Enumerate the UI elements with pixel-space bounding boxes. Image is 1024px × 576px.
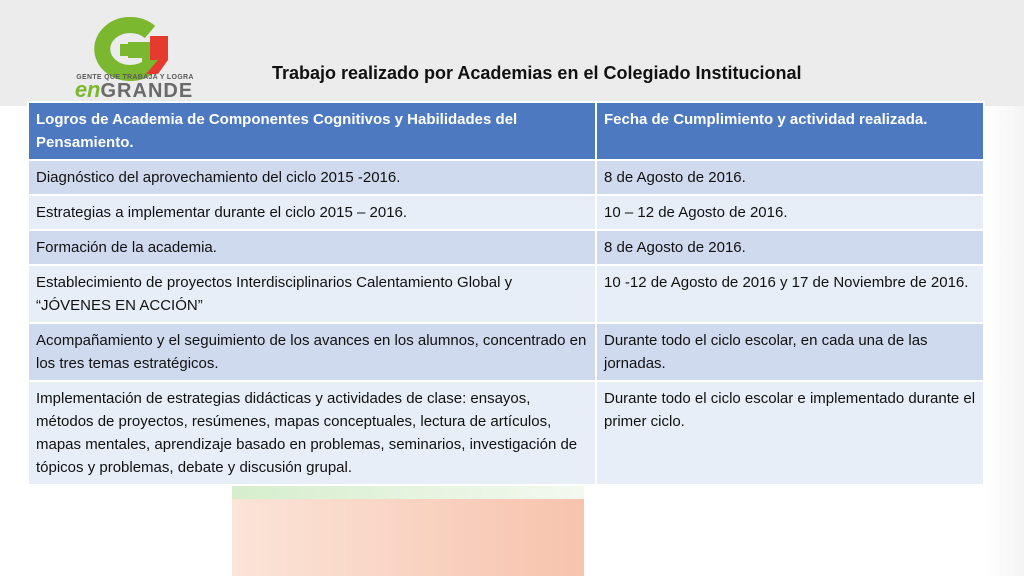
page-title: Trabajo realizado por Academias en el Colegiado Institucional bbox=[272, 63, 802, 83]
logo-wordmark bbox=[54, 79, 214, 101]
table-header-row bbox=[28, 102, 984, 160]
decorative-peach-block bbox=[232, 499, 584, 576]
date-cell: 10 – 12 de Agosto de 2016. bbox=[596, 195, 984, 230]
achievement-cell: Acompañamiento y el seguimiento de los avances en los alumnos, concentrado en los tres temas estratégicos. bbox=[28, 323, 596, 381]
logo-wordmark-grande: GRANDE bbox=[100, 80, 194, 102]
date-cell: 8 de Agosto de 2016. bbox=[596, 160, 984, 195]
table-row bbox=[28, 323, 984, 381]
table-row bbox=[28, 195, 984, 230]
table-row bbox=[28, 230, 984, 265]
achievement-cell: Implementación de estrategias didácticas y actividades de clase: ensayos, métodos de proyectos, resúmenes, mapas conceptuales, lectura de artículos, mapas mentales, aprendizaje basado en problemas, seminarios, investigación de tópicos y problemas, debate y discusión grupal. bbox=[28, 381, 596, 485]
table-row bbox=[28, 381, 984, 485]
achievement-cell: Formación de la academia. bbox=[28, 230, 596, 265]
date-cell: 8 de Agosto de 2016. bbox=[596, 230, 984, 265]
achievement-cell: Estrategias a implementar durante el ciclo 2015 – 2016. bbox=[28, 195, 596, 230]
date-cell: Durante todo el ciclo escolar e implementado durante el primer ciclo. bbox=[596, 381, 984, 485]
academy-achievements-table bbox=[27, 101, 985, 486]
table-row bbox=[28, 160, 984, 195]
logo-tagline: GENTE QUE TRABAJA Y LOGRA bbox=[76, 74, 194, 81]
date-cell: Durante todo el ciclo escolar, en cada una de las jornadas. bbox=[596, 323, 984, 381]
table-row bbox=[28, 265, 984, 323]
logo-wordmark-en: en bbox=[74, 77, 101, 102]
achievement-cell: Diagnóstico del aprovechamiento del ciclo 2015 -2016. bbox=[28, 160, 596, 195]
date-cell: 10 -12 de Agosto de 2016 y 17 de Noviembre de 2016. bbox=[596, 265, 984, 323]
column-header-date: Fecha de Cumplimiento y actividad realizada. bbox=[596, 102, 984, 160]
right-edge-fade bbox=[985, 106, 1024, 576]
column-header-achievements: Logros de Academia de Componentes Cognitivos y Habilidades del Pensamiento. bbox=[28, 102, 596, 160]
achievement-cell: Establecimiento de proyectos Interdisciplinarios Calentamiento Global y “JÓVENES EN ACCIÓN” bbox=[28, 265, 596, 323]
